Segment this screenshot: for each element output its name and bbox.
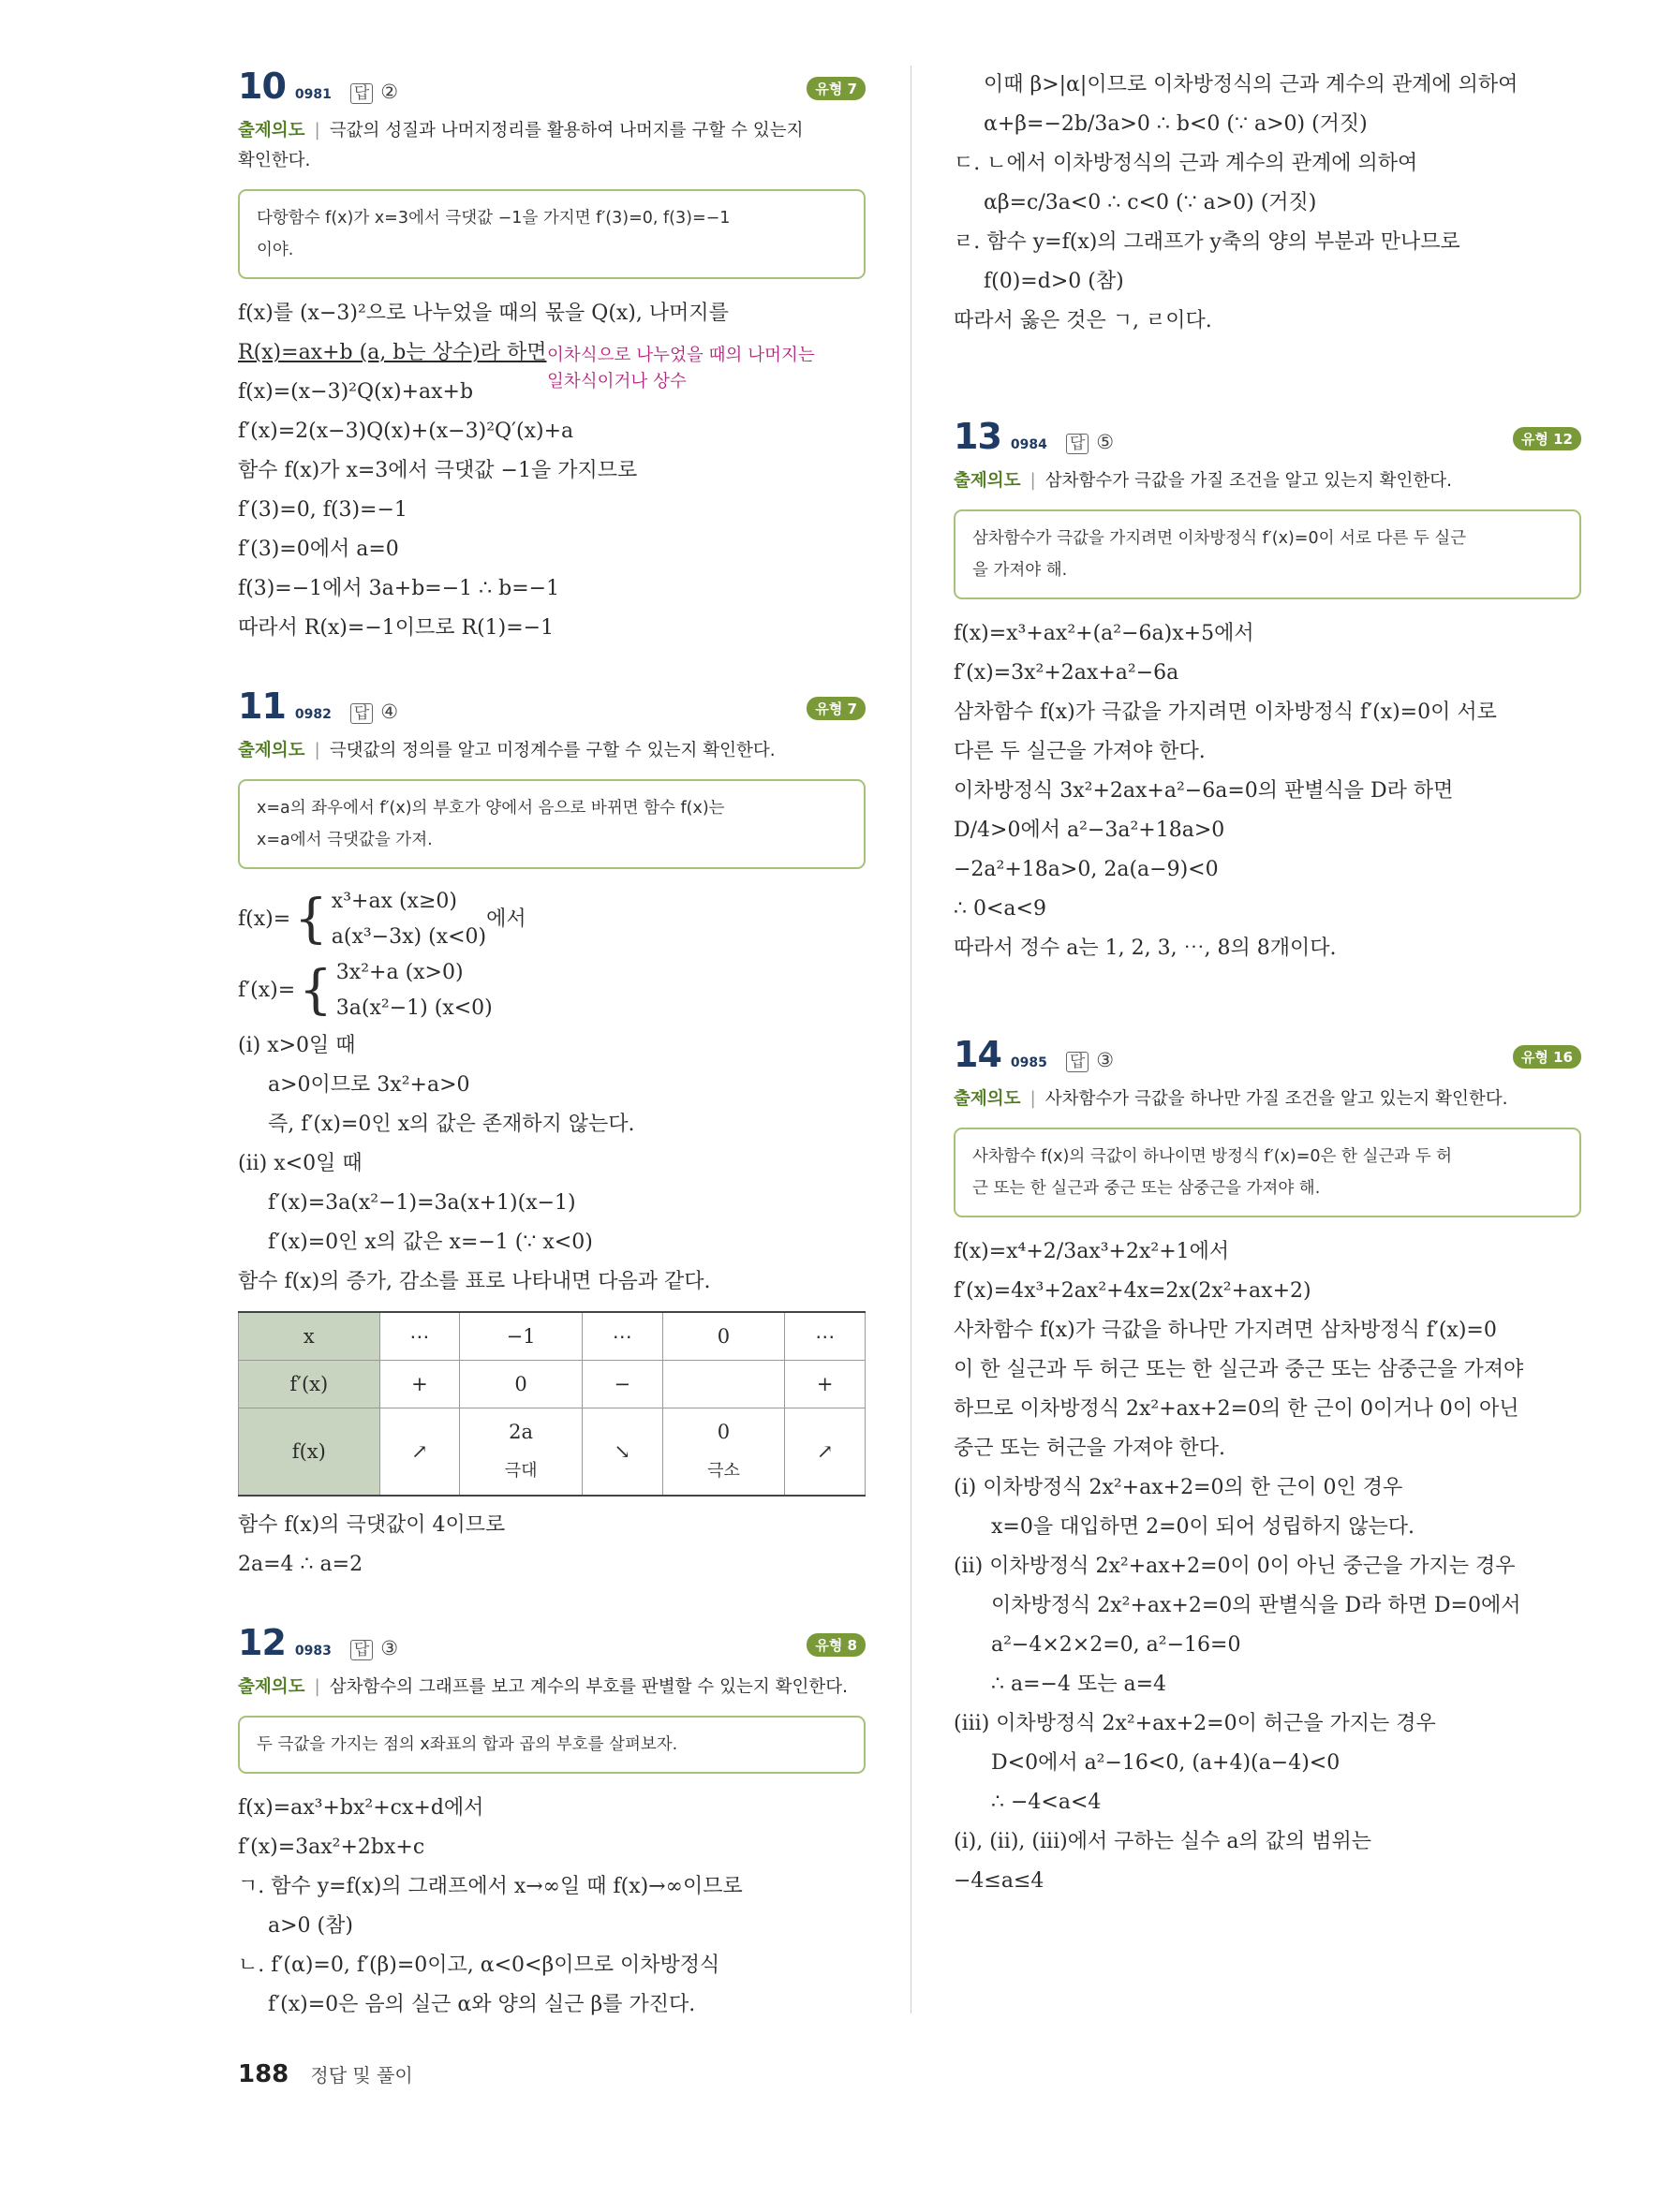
solution-line: ∴ a=−4 또는 a=4 <box>991 1673 1167 1696</box>
table-cell: + <box>785 1361 866 1408</box>
problem-11 <box>238 686 866 1585</box>
problem-number: 14 <box>954 1034 1001 1075</box>
table-cell: ⋯ <box>785 1312 866 1361</box>
type-badge: 유형 7 <box>807 697 866 720</box>
table-cell: ⋯ <box>583 1312 663 1361</box>
solution-line: f(x)=x³+ax²+(a²−6a)x+5에서 <box>954 622 1254 645</box>
piecewise-suffix: 에서 <box>486 907 526 931</box>
solution-line: (ii) 이차방정식 2x²+ax+2=0이 0이 아닌 중근을 가지는 경우 <box>954 1555 1516 1578</box>
solution-line: 이차방정식 2x²+ax+2=0의 판별식을 D라 하면 D=0에서 <box>991 1594 1521 1617</box>
table-cell <box>662 1361 785 1408</box>
solution <box>238 884 866 1585</box>
table-cell: ⋯ <box>379 1312 460 1361</box>
hint-line: 사차함수 f(x)의 극값이 하나이면 방정식 f′(x)=0은 한 실근과 두 허 <box>972 1147 1453 1166</box>
solution-line: (i) x>0일 때 <box>238 1034 356 1057</box>
table-cell: − <box>583 1361 663 1408</box>
hint-line: 근 또는 한 실근과 중근 또는 삼중근을 가져야 해. <box>972 1179 1321 1198</box>
problem-code: 0985 <box>1010 1055 1047 1070</box>
solution-line: 삼차함수 f(x)가 극값을 가지려면 이차방정식 f′(x)=0이 서로 <box>954 700 1497 724</box>
problem-code: 0983 <box>294 1644 332 1659</box>
type-badge: 유형 8 <box>807 1633 866 1657</box>
solution-line: α+β=−2b/3a>0 ∴ b<0 (∵ a>0) (거짓) <box>984 112 1368 136</box>
solution-line: ∴ −4<a<4 <box>991 1791 1102 1814</box>
left-column <box>238 66 866 2025</box>
solution-line: 다른 두 실근을 가져야 한다. <box>954 740 1206 763</box>
problem-12 <box>238 1622 866 2025</box>
piecewise-lhs: f′(x)= <box>238 979 296 1002</box>
answer-icon: 답 <box>1066 1052 1089 1072</box>
solution-line: (iii) 이차방정식 2x²+ax+2=0이 허근을 가지는 경우 <box>954 1712 1436 1735</box>
hint-line: x=a의 좌우에서 f′(x)의 부호가 양에서 음으로 바뀌면 함수 f(x)는 <box>257 799 725 818</box>
table-cell: 0 <box>662 1312 785 1361</box>
solution-line: ㄷ. ㄴ에서 이차방정식의 근과 계수의 관계에 의하여 <box>954 152 1418 175</box>
problem-10 <box>238 66 866 648</box>
table-row <box>239 1408 866 1497</box>
answer-icon: 답 <box>1066 434 1089 454</box>
solution-line: f(x)=x⁴+2/3ax³+2x²+1에서 <box>954 1240 1230 1263</box>
hint-line: 두 극값을 가지는 점의 x좌표의 합과 곱의 부호를 살펴보자. <box>257 1735 678 1754</box>
answer: ② <box>380 81 399 103</box>
solution <box>954 1232 1581 1901</box>
piecewise-f: f(x)= { x³+ax (x≥0) a(x³−3x) (x<0) 에서 <box>238 884 866 955</box>
note-line: 일차식이거나 상수 <box>547 372 687 391</box>
solution-line: a>0 (참) <box>268 1914 353 1938</box>
type-badge: 유형 7 <box>807 77 866 100</box>
problem-header <box>238 1622 866 1663</box>
intent-text: 사차함수가 극값을 하나만 가질 조건을 알고 있는지 확인한다. <box>1044 1089 1508 1109</box>
hint-box <box>238 1716 866 1774</box>
solution-line: ㄹ. 함수 y=f(x)의 그래프가 y축의 양의 부분과 만나므로 <box>954 230 1460 254</box>
solution <box>954 614 1581 968</box>
problem-header <box>238 686 866 727</box>
margin-note <box>547 343 815 395</box>
problem-13 <box>954 416 1581 968</box>
problem-number: 10 <box>238 66 286 107</box>
right-column <box>954 66 1581 1901</box>
piecewise-lhs: f(x)= <box>238 907 291 931</box>
solution-line: 이 한 실근과 두 허근 또는 한 실근과 중근 또는 삼중근을 가져야 <box>954 1358 1524 1381</box>
hint-line: 을 가져야 해. <box>972 561 1068 580</box>
solution-line: αβ=c/3a<0 ∴ c<0 (∵ a>0) (거짓) <box>984 191 1317 214</box>
answer: ④ <box>380 700 399 723</box>
cell-value: 2a <box>509 1421 534 1443</box>
solution-line: 중근 또는 허근을 가져야 한다. <box>954 1437 1225 1460</box>
increase-decrease-table <box>238 1311 866 1497</box>
solution-line: ㄴ. f′(α)=0, f′(β)=0이고, α<0<β이므로 이차방정식 <box>238 1954 720 1977</box>
solution-line: D/4>0에서 a²−3a²+18a>0 <box>954 818 1225 842</box>
solution-line: f′(x)=4x³+2ax²+4x=2x(2x²+ax+2) <box>954 1279 1311 1303</box>
problem-number: 13 <box>954 416 1001 457</box>
page-footer <box>238 2060 413 2088</box>
problem-14 <box>954 1034 1581 1901</box>
table-row <box>239 1361 866 1408</box>
cell-label: 극소 <box>707 1461 740 1481</box>
solution-line: f′(3)=0에서 a=0 <box>238 538 399 561</box>
solution <box>238 1789 866 2025</box>
intent-label: 출제의도 <box>238 121 305 140</box>
table-cell: ↗ <box>785 1408 866 1497</box>
solution-line: D<0에서 a²−16<0, (a+4)(a−4)<0 <box>991 1751 1341 1775</box>
intent: 출제의도 | 극값의 성질과 나머지정리를 활용하여 나머지를 구할 수 있는지 확인한다. <box>238 121 804 170</box>
intent-text: 극값의 성질과 나머지정리를 활용하여 나머지를 구할 수 있는지 <box>329 121 804 140</box>
solution-line: 따라서 정수 a는 1, 2, 3, ⋯, 8의 8개이다. <box>954 936 1337 960</box>
solution-line: 따라서 옳은 것은 ㄱ, ㄹ이다. <box>954 309 1212 332</box>
hint-box <box>954 509 1581 599</box>
solution-line: 하므로 이차방정식 2x²+ax+2=0의 한 근이 0이거나 0이 아닌 <box>954 1397 1519 1421</box>
answer: ③ <box>1096 1049 1115 1071</box>
solution-line: f′(x)=0은 음의 실근 α와 양의 실근 β를 가진다. <box>268 1993 696 2016</box>
solution-line: f′(x)=0인 x의 값은 x=−1 (∵ x<0) <box>268 1231 593 1254</box>
problem-header <box>954 416 1581 457</box>
footer-title: 정답 및 풀이 <box>310 2064 413 2087</box>
solution-line: (i) 이차방정식 2x²+ax+2=0의 한 근이 0인 경우 <box>954 1476 1403 1499</box>
solution-line: f(x)=(x−3)²Q(x)+ax+b <box>238 380 474 404</box>
answer: ③ <box>380 1637 399 1659</box>
solution-line: ㄱ. 함수 y=f(x)의 그래프에서 x→∞일 때 f(x)→∞이므로 <box>238 1875 743 1898</box>
solution-line: −2a²+18a>0, 2a(a−9)<0 <box>954 858 1219 881</box>
solution-line: 따라서 R(x)=−1이므로 R(1)=−1 <box>238 616 555 640</box>
solution-line: f′(x)=3x²+2ax+a²−6a <box>954 661 1179 685</box>
problem-header <box>238 66 866 107</box>
answer-icon: 답 <box>350 703 373 724</box>
table-cell: ↘ <box>583 1408 663 1497</box>
table-cell: f(x) <box>239 1408 380 1497</box>
problem-code: 0981 <box>294 87 332 102</box>
solution-line: 즉, f′(x)=0인 x의 값은 존재하지 않는다. <box>268 1113 635 1136</box>
type-badge: 유형 16 <box>1513 1045 1581 1069</box>
answer: ⑤ <box>1096 431 1115 453</box>
table-cell: f′(x) <box>239 1361 380 1408</box>
intent-label: 출제의도 <box>238 1677 305 1697</box>
intent-label: 출제의도 <box>954 1089 1021 1109</box>
problem-number: 12 <box>238 1622 286 1663</box>
table-cell: 0 <box>460 1361 583 1408</box>
solution-line: f(0)=d>0 (참) <box>984 270 1124 293</box>
hint-box <box>238 779 866 869</box>
intent: 출제의도 | 사차함수가 극값을 하나만 가질 조건을 알고 있는지 확인한다. <box>954 1089 1508 1109</box>
solution-line: 함수 f(x)의 증가, 감소를 표로 나타내면 다음과 같다. <box>238 1270 711 1293</box>
solution-line: f′(x)=3a(x²−1)=3a(x+1)(x−1) <box>268 1191 576 1215</box>
intent-label: 출제의도 <box>238 741 305 760</box>
hint-line: 삼차함수가 극값을 가지려면 이차방정식 f′(x)=0이 서로 다른 두 실근 <box>972 529 1467 548</box>
note-line: 이차식으로 나누었을 때의 나머지는 <box>547 346 815 365</box>
table-cell <box>460 1408 583 1497</box>
answer-icon: 답 <box>350 83 373 104</box>
solution-line: f(x)=ax³+bx²+cx+d에서 <box>238 1796 484 1820</box>
table-cell: ↗ <box>379 1408 460 1497</box>
solution-line: 이차방정식 3x²+2ax+a²−6a=0의 판별식을 D라 하면 <box>954 779 1454 803</box>
solution-line: (i), (ii), (iii)에서 구하는 실수 a의 값의 범위는 <box>954 1830 1372 1853</box>
intent-text: 극댓값의 정의를 알고 미정계수를 구할 수 있는지 확인한다. <box>329 741 776 760</box>
solution-line: ∴ 0<a<9 <box>954 897 1046 921</box>
solution-line: 사차함수 f(x)가 극값을 하나만 가지려면 삼차방정식 f′(x)=0 <box>954 1319 1497 1342</box>
table-row <box>239 1312 866 1361</box>
solution-line: 2a=4 ∴ a=2 <box>238 1553 363 1576</box>
intent: 출제의도 | 삼차함수의 그래프를 보고 계수의 부호를 판별할 수 있는지 확인한다. <box>238 1677 849 1697</box>
hint-line: x=a에서 극댓값을 가져. <box>257 831 433 849</box>
problem-number: 11 <box>238 686 286 727</box>
solution-line: a>0이므로 3x²+a>0 <box>268 1073 470 1097</box>
intent-text: 삼차함수의 그래프를 보고 계수의 부호를 판별할 수 있는지 확인한다. <box>329 1677 849 1697</box>
intent: 출제의도 | 극댓값의 정의를 알고 미정계수를 구할 수 있는지 확인한다. <box>238 741 776 760</box>
solution <box>238 294 866 648</box>
solution-line: f′(x)=3ax²+2bx+c <box>238 1836 425 1859</box>
solution-line: 함수 f(x)의 극댓값이 4이므로 <box>238 1513 506 1537</box>
solution-line: f′(x)=2(x−3)Q(x)+(x−3)²Q′(x)+a <box>238 420 574 443</box>
solution-line: 이때 β>|α|이므로 이차방정식의 근과 계수의 관계에 의하여 <box>984 73 1518 96</box>
solution-line: f(x)를 (x−3)²으로 나누었을 때의 몫을 Q(x), 나머지를 <box>238 302 729 325</box>
intent-text-2: 확인한다. <box>238 151 311 170</box>
intent: 출제의도 | 삼차함수가 극값을 가질 조건을 알고 있는지 확인한다. <box>954 471 1453 491</box>
type-badge: 유형 12 <box>1513 427 1581 450</box>
solution-line: −4≤a≤4 <box>954 1869 1044 1893</box>
solution-line: f(3)=−1에서 3a+b=−1 ∴ b=−1 <box>238 577 560 600</box>
hint-line: 이야. <box>257 241 294 259</box>
piecewise-case: a(x³−3x) (x<0) <box>331 925 487 949</box>
solution-line: (ii) x<0일 때 <box>238 1152 363 1175</box>
piecewise-case: 3x²+a (x>0) <box>335 961 464 984</box>
hint-box <box>238 189 866 279</box>
answer-icon: 답 <box>350 1640 373 1660</box>
problem-code: 0982 <box>294 707 332 722</box>
solution-line: a²−4×2×2=0, a²−16=0 <box>991 1633 1241 1657</box>
problem-header <box>954 1034 1581 1075</box>
cell-label: 극대 <box>504 1461 538 1481</box>
cell-value: 0 <box>717 1421 731 1443</box>
table-cell <box>662 1408 785 1497</box>
solution-line: f′(3)=0, f(3)=−1 <box>238 498 407 522</box>
piecewise-case: 3a(x²−1) (x<0) <box>335 996 493 1020</box>
hint-line: 다항함수 f(x)가 x=3에서 극댓값 −1을 가지면 f′(3)=0, f(3)=−1 <box>257 209 731 228</box>
solution-line: 함수 f(x)가 x=3에서 극댓값 −1을 가지므로 <box>238 459 638 482</box>
piecewise-fp: f′(x)= { 3x²+a (x>0) 3a(x²−1) (x<0) <box>238 955 866 1026</box>
table-cell: + <box>379 1361 460 1408</box>
solution-line: R(x)=ax+b (a, b는 상수)라 하면 <box>238 341 547 364</box>
solution-line: x=0을 대입하면 2=0이 되어 성립하지 않는다. <box>991 1515 1415 1539</box>
intent-label: 출제의도 <box>954 471 1021 491</box>
solution-continued <box>954 66 1581 341</box>
intent-text: 삼차함수가 극값을 가질 조건을 알고 있는지 확인한다. <box>1044 471 1453 491</box>
table-cell: x <box>239 1312 380 1361</box>
page-number: 188 <box>238 2060 289 2088</box>
table-cell: −1 <box>460 1312 583 1361</box>
piecewise-case: x³+ax (x≥0) <box>331 890 457 913</box>
hint-box <box>954 1128 1581 1217</box>
problem-code: 0984 <box>1010 437 1047 452</box>
